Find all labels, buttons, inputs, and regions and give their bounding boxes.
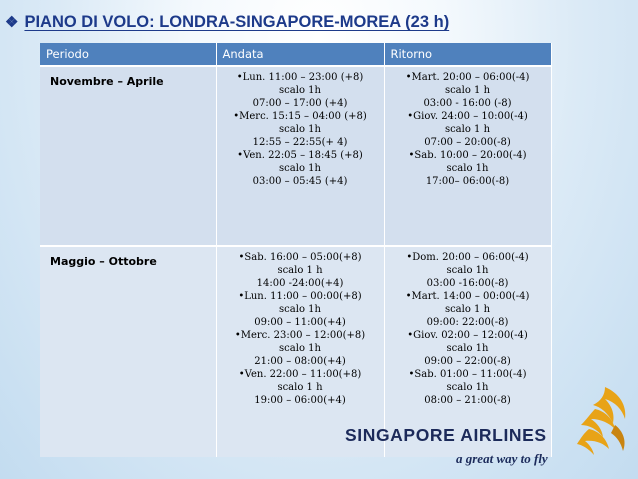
table-row xyxy=(40,66,551,246)
schedule-line: scalo 1 h xyxy=(277,382,323,393)
schedule-line: •Ven. 22:00 – 11:00(+8) xyxy=(238,369,362,380)
kris-bird-logo-icon xyxy=(575,385,633,457)
schedule-line: 03:00 -16:00(-8) xyxy=(426,278,509,289)
period-cell: Maggio – Ottobre xyxy=(40,246,216,457)
header-periodo: Periodo xyxy=(40,43,216,66)
schedule-line: 03:00 - 16:00 (-8) xyxy=(423,98,512,109)
schedule-line: •Dom. 20:00 – 06:00(-4) xyxy=(406,252,529,263)
schedule-line: scalo 1h xyxy=(279,124,321,135)
header-andata: Andata xyxy=(216,43,384,66)
ritorno-cell xyxy=(384,66,551,246)
slide-title-text: PIANO DI VOLO: LONDRA-SINGAPORE-MOREA (23 h) xyxy=(24,13,450,31)
brand-tagline: a great way to fly xyxy=(456,451,548,466)
schedule-line: 07:00 – 17:00 (+4) xyxy=(252,98,348,109)
schedule-line: 17:00– 06:00(-8) xyxy=(425,176,510,187)
schedule-line: •Sab. 10:00 – 20:00(-4) xyxy=(408,150,527,161)
schedule-line: 09:00 – 11:00(+4) xyxy=(254,317,346,328)
schedule-line: •Mart. 20:00 – 06:00(-4) xyxy=(405,72,530,83)
schedule-line: •Sab. 01:00 – 11:00(-4) xyxy=(408,369,527,380)
schedule-line: 14:00 -24:00(+4) xyxy=(256,278,344,289)
schedule-line: scalo 1 h xyxy=(444,124,491,135)
schedule-line: 12:55 – 22:55(+ 4) xyxy=(252,137,348,148)
schedule-line: 07:00 – 20:00(-8) xyxy=(424,137,511,148)
schedule-line: 08:00 – 21:00(-8) xyxy=(424,395,511,406)
schedule-line: scalo 1h xyxy=(279,85,321,96)
schedule-line: scalo 1 h xyxy=(444,304,491,315)
slide-title xyxy=(5,13,565,32)
schedule-line: scalo 1h xyxy=(279,163,321,174)
schedule-line: scalo 1h xyxy=(446,343,489,354)
schedule-line: •Sab. 16:00 – 05:00(+8) xyxy=(238,252,362,263)
schedule-line: •Lun. 11:00 – 23:00 (+8) xyxy=(236,72,364,83)
schedule-line: scalo 1 h xyxy=(277,265,323,276)
brand-name: SINGAPORE AIRLINES xyxy=(345,425,547,445)
schedule-line: •Lun. 11:00 – 00:00(+8) xyxy=(238,291,362,302)
schedule-line: scalo 1h xyxy=(446,163,489,174)
schedule-line: •Giov. 02:00 – 12:00(-4) xyxy=(407,330,528,341)
schedule-line: scalo 1h xyxy=(446,382,489,393)
period-cell: Novembre – Aprile xyxy=(40,66,216,246)
andata-cell xyxy=(216,66,384,246)
header-ritorno: Ritorno xyxy=(384,43,551,66)
schedule-line: •Mart. 14:00 – 00:00(-4) xyxy=(405,291,530,302)
schedule-line: 03:00 – 05:45 (+4) xyxy=(252,176,348,187)
airline-logo xyxy=(345,385,635,479)
schedule-line: 09:00: 22:00(-8) xyxy=(426,317,509,328)
schedule-line: •Merc. 15:15 – 04:00 (+8) xyxy=(233,111,367,122)
schedule-line: •Ven. 22:05 – 18:45 (+8) xyxy=(237,150,363,161)
table-header-row xyxy=(40,43,551,66)
schedule-line: •Giov. 24:00 – 10:00(-4) xyxy=(407,111,528,122)
schedule-line: scalo 1 h xyxy=(444,85,491,96)
schedule-line: 21:00 – 08:00(+4) xyxy=(254,356,346,367)
schedule-line: 19:00 – 06:00(+4) xyxy=(254,395,346,406)
schedule-line: 09:00 – 22:00(-8) xyxy=(424,356,511,367)
schedule-line: •Merc. 23:00 – 12:00(+8) xyxy=(234,330,366,341)
schedule-line: scalo 1h xyxy=(446,265,489,276)
schedule-line: scalo 1h xyxy=(279,304,321,315)
schedule-line: scalo 1h xyxy=(279,343,321,354)
diamond-bullet-icon: ❖ xyxy=(5,14,19,31)
